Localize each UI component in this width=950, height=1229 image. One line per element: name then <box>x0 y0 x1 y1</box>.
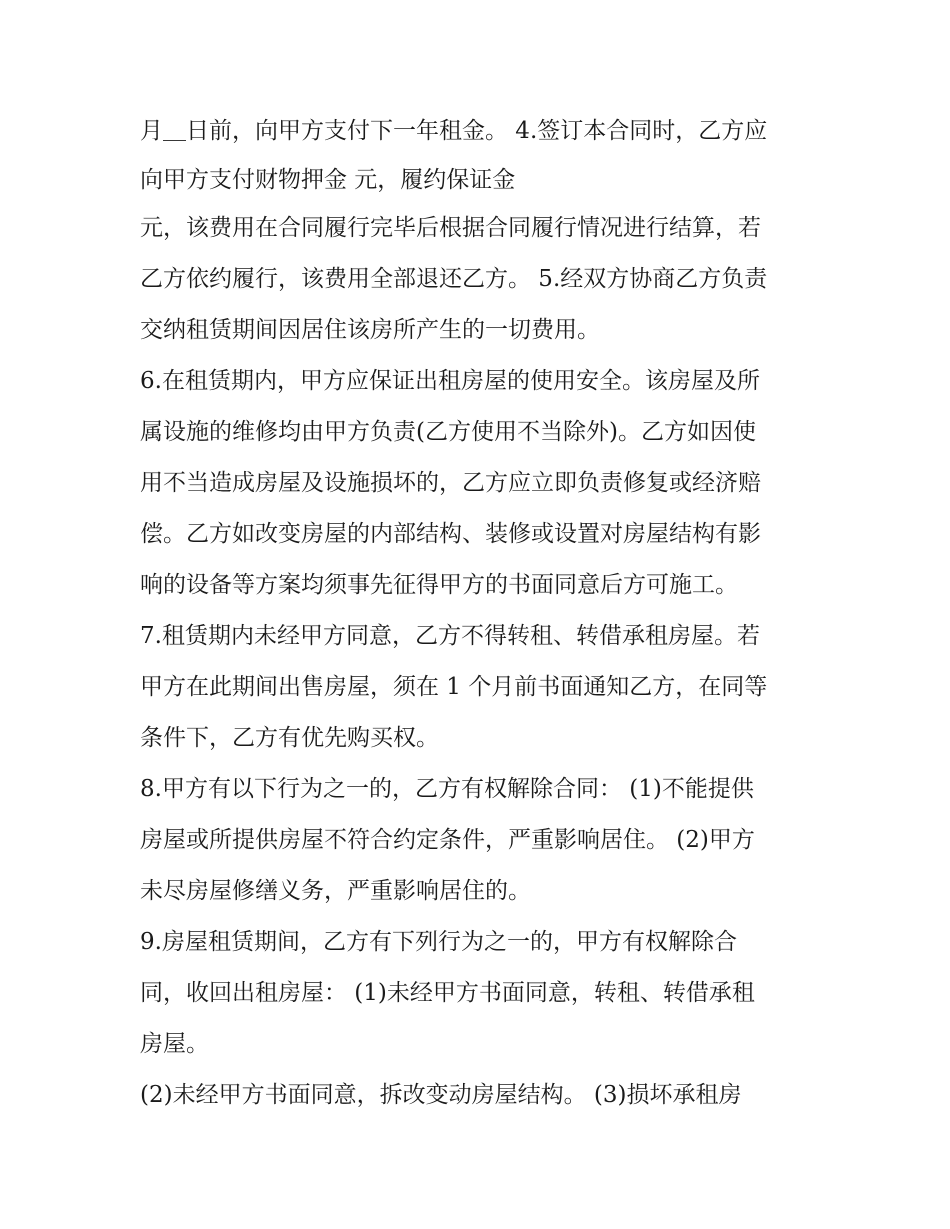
contract-text <box>140 106 820 1121</box>
text-line: 房屋。 <box>140 1031 209 1057</box>
text-line: 房屋或所提供房屋不符合约定条件，严重影响居住。 (2)甲方 <box>140 827 755 853</box>
text-line: 响的设备等方案均须事先征得甲方的书面同意后方可施工。 <box>140 572 738 598</box>
text-line: 9.房屋租赁期间，乙方有下列行为之一的，甲方有权解除合 <box>140 929 737 955</box>
text-line: 7.租赁期内未经甲方同意，乙方不得转租、转借承租房屋。若 <box>140 623 760 649</box>
text-line: 6.在租赁期内，甲方应保证出租房屋的使用安全。该房屋及所 <box>140 368 760 394</box>
text-line: 乙方依约履行，该费用全部退还乙方。 5.经双方协商乙方负责 <box>140 266 768 292</box>
text-line: 月＿日前，向甲方支付下一年租金。 4.签订本合同时，乙方应 <box>140 118 768 144</box>
text-line: 属设施的维修均由甲方负责(乙方使用不当除外)。乙方如因使 <box>140 419 756 445</box>
text-line: 未尽房屋修缮义务，严重影响居住的。 <box>140 878 531 904</box>
text-line: (2)未经甲方书面同意，拆改变动房屋结构。 (3)损坏承租房 <box>140 1082 742 1108</box>
text-line: 元，该费用在合同履行完毕后根据合同履行情况进行结算，若 <box>140 215 761 241</box>
text-line: 甲方在此期间出售房屋，须在 1 个月前书面通知乙方，在同等 <box>140 674 768 700</box>
text-line: 同，收回出租房屋： (1)未经甲方书面同意，转租、转借承租 <box>140 980 755 1006</box>
text-line: 向甲方支付财物押金 元，履约保证金 <box>140 167 516 193</box>
text-line: 8.甲方有以下行为之一的，乙方有权解除合同： (1)不能提供 <box>140 776 754 802</box>
text-line: 交纳租赁期间因居住该房所产生的一切费用。 <box>140 317 600 343</box>
text-line: 条件下，乙方有优先购买权。 <box>140 725 439 751</box>
text-line: 偿。乙方如改变房屋的内部结构、装修或设置对房屋结构有影 <box>140 521 761 547</box>
text-line: 用不当造成房屋及设施损坏的，乙方应立即负责修复或经济赔 <box>140 470 761 496</box>
